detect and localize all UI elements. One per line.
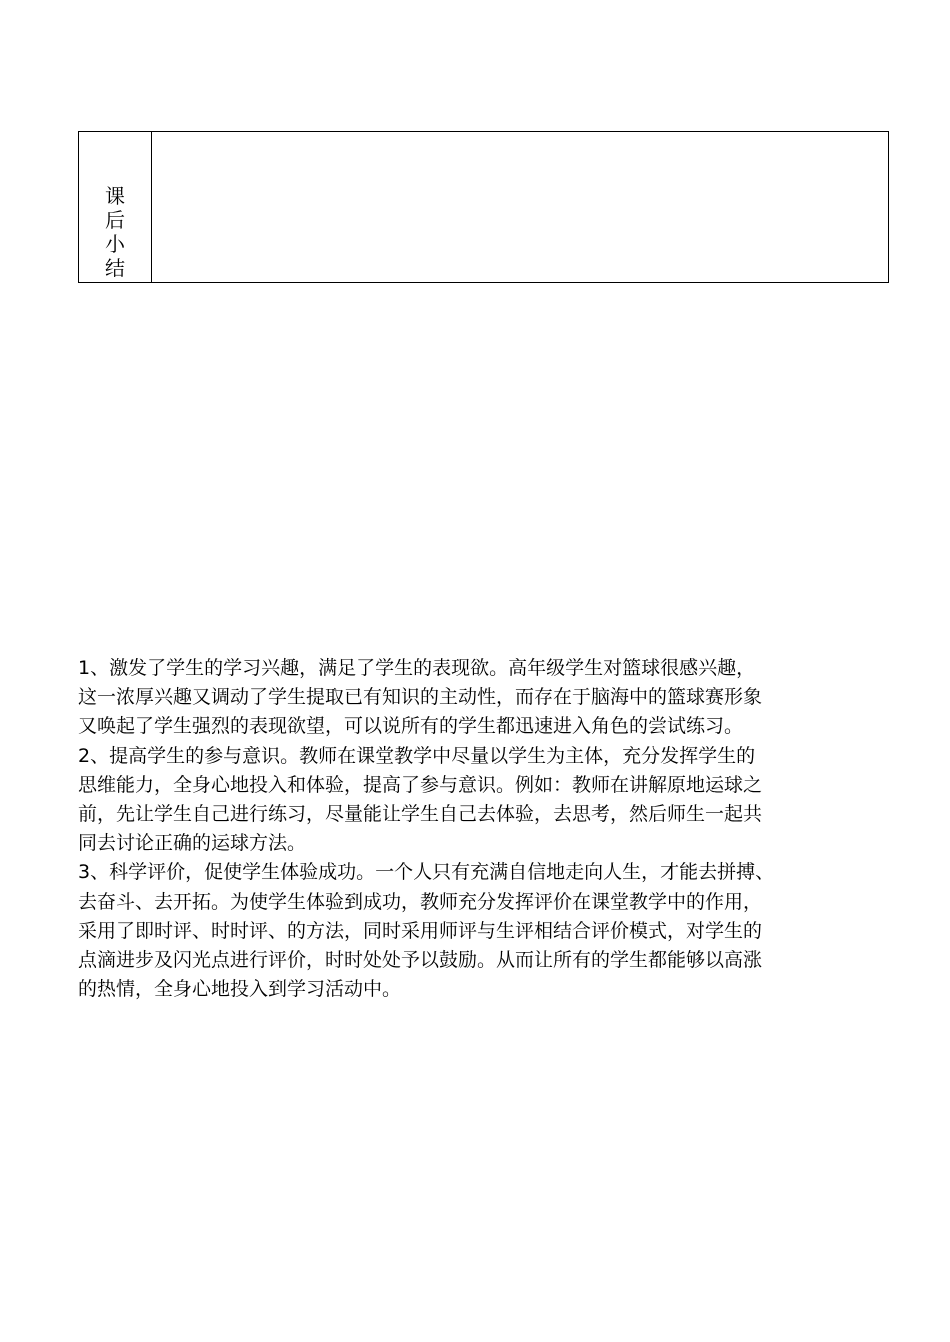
summary-content-cell [152,132,888,282]
summary-label-cell [79,132,152,282]
lesson-summary-table [78,131,889,283]
reflection-line: 前，先让学生自己进行练习，尽量能让学生自己去体验，去思考，然后师生一起共 [78,803,763,826]
reflection-line: 这一浓厚兴趣又调动了学生提取已有知识的主动性，而存在于脑海中的篮球赛形象 [78,686,763,709]
reflection-line: 采用了即时评、时时评、的方法，同时采用师评与生评相结合评价模式，对学生的 [78,919,763,942]
reflection-line: 点滴进步及闪光点进行评价，时时处处予以鼓励。从而让所有的学生都能够以高涨 [78,949,763,972]
summary-label-char: 小 [105,232,125,256]
reflection-line: 的热情，全身心地投入到学习活动中。 [78,978,402,1001]
reflection-line: 同去讨论正确的运球方法。 [78,832,307,855]
reflection-line: 3、科学评价，促使学生体验成功。一个人只有充满自信地走向人生，才能去拼搏、 [78,861,775,884]
summary-label-char: 课 [105,184,125,208]
reflection-paragraph-3 [78,858,890,1004]
summary-label-char: 结 [105,256,125,280]
reflection-paragraph-2 [78,742,890,859]
teaching-reflection [78,654,890,1004]
reflection-line: 1、激发了学生的学习兴趣，满足了学生的表现欲。高年级学生对篮球很感兴趣， [78,657,756,679]
summary-label-char: 后 [105,208,125,232]
reflection-line: 去奋斗、去开拓。为使学生体验到成功，教师充分发挥评价在课堂教学中的作用， [78,890,763,913]
reflection-line: 2、提高学生的参与意识。教师在课堂教学中尽量以学生为主体，充分发挥学生的 [78,744,756,767]
reflection-line: 思维能力，全身心地投入和体验，提高了参与意识。例如：教师在讲解原地运球之 [78,773,763,796]
summary-label [79,184,151,280]
reflection-line: 又唤起了学生强烈的表现欲望，可以说所有的学生都迅速进入角色的尝试练习。 [78,715,744,738]
reflection-paragraph-1 [78,654,890,742]
